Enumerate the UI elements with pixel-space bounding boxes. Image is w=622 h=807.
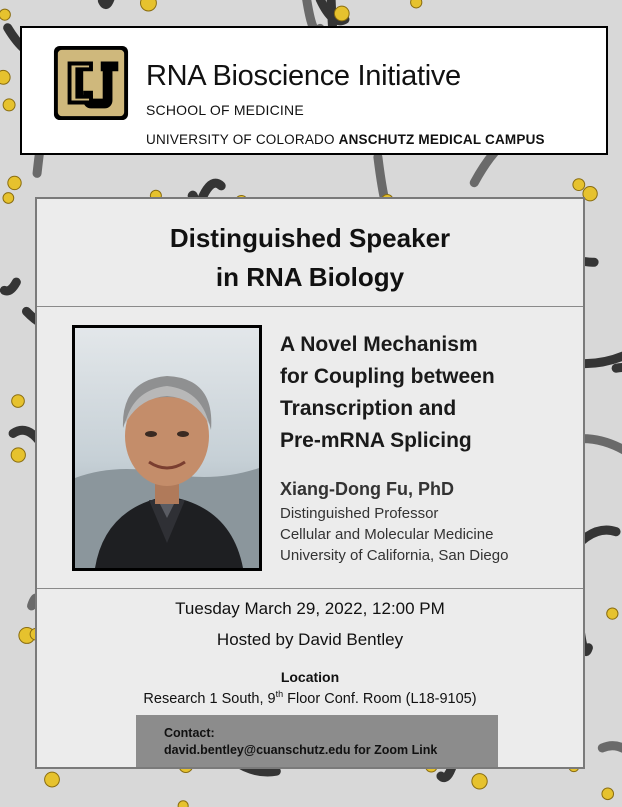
event-date-time: Tuesday March 29, 2022, 12:00 PM [175,599,445,618]
molecule-bead [411,0,422,8]
molecule-bead [141,0,157,11]
molecule-tube [602,746,622,783]
molecule-bead [178,801,188,807]
molecule-tube [616,367,622,380]
speaker-title: Distinguished Professor [280,505,439,522]
speaker-name: Xiang-Dong Fu, PhD [280,479,454,499]
divider [37,306,583,307]
org-name: RNA Bioscience Initiative [146,60,461,92]
contact-box [136,715,498,767]
school-name: SCHOOL OF MEDICINE [146,102,304,118]
speaker-photo [72,325,262,571]
location-label: Location [280,669,340,685]
university-campus: ANSCHUTZ MEDICAL CAMPUS [338,132,545,147]
talk-title-line: for Coupling between [280,365,495,388]
talk-title-line: Transcription and [280,397,457,420]
molecule-bead [472,774,487,789]
molecule-bead [0,70,10,84]
talk-title-line: Pre-mRNA Splicing [280,429,472,452]
event-panel [35,197,585,769]
divider [37,588,583,589]
location-text-part: Floor Conf. Room (L18-9105) [283,690,477,707]
speaker-portrait [75,328,259,568]
series-title-line: in RNA Biology [215,262,405,292]
molecule-bead [602,788,614,800]
molecule-tube [585,262,594,263]
university-name [146,132,545,147]
molecule-tube [4,282,16,291]
molecule-bead [45,772,60,787]
molecule-tube [102,0,119,5]
speaker-department: Cellular and Molecular Medicine [280,526,494,543]
molecule-bead [3,99,15,111]
university-prefix: UNIVERSITY OF COLORADO [146,132,335,147]
molecule-bead [3,193,14,204]
molecule-bead [11,448,25,462]
contact-email[interactable]: david.bentley@cuanschutz.edu for Zoom Link [164,743,438,757]
contact-label: Contact: [164,726,215,740]
talk-title [280,329,570,457]
location-text-part: Research 1 South, 9 [143,690,276,707]
series-title [37,219,583,297]
molecule-bead [12,395,25,408]
molecule-bead [607,608,618,619]
header-banner [20,26,608,155]
speaker-institution: University of California, San Diego [280,547,509,564]
location-ordinal: th [275,689,284,699]
molecule-bead [8,176,21,189]
molecule-bead [0,9,10,20]
cu-logo [52,44,130,122]
series-title-line: Distinguished Speaker [169,223,451,253]
molecule-bead [334,6,349,21]
molecule-bead [573,179,585,191]
event-host: Hosted by David Bentley [216,630,404,649]
talk-title-line: A Novel Mechanism [280,333,478,356]
molecule-bead [583,187,597,201]
location-text [37,689,583,707]
